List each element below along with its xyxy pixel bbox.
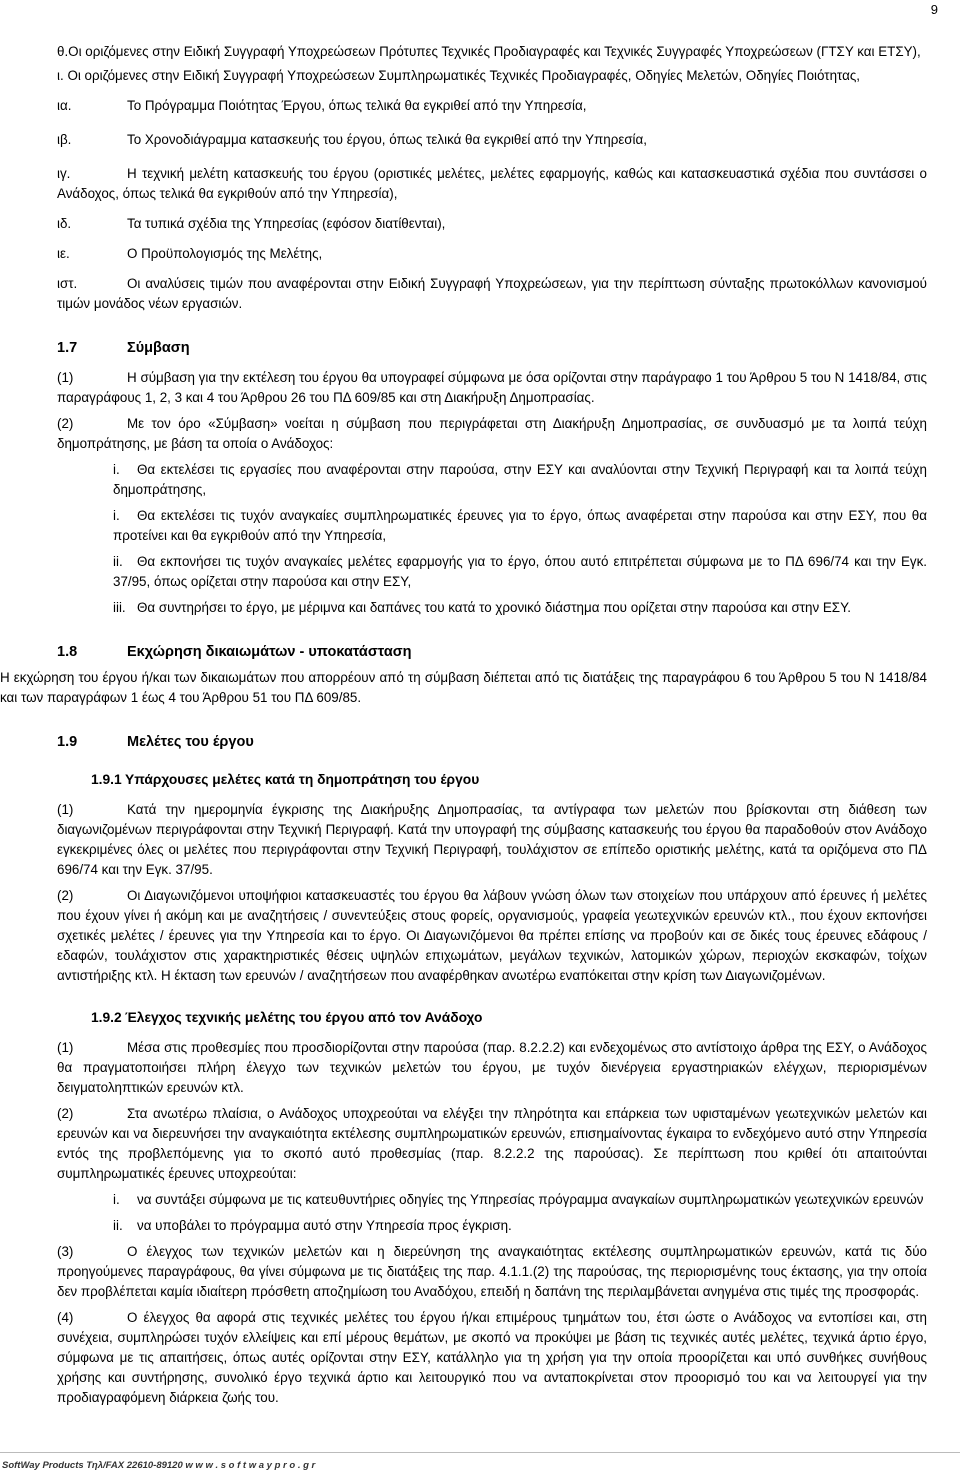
paragraph bbox=[57, 1242, 927, 1302]
section-heading bbox=[57, 732, 927, 752]
section-1-7 bbox=[57, 338, 927, 618]
sub-item-number: ii. bbox=[113, 554, 123, 569]
subsection-title: Υπάρχουσες μελέτες κατά τη δημοπράτηση του έργου bbox=[125, 772, 480, 787]
subsection-heading bbox=[57, 1008, 927, 1028]
list-text: Ο Προϋπολογισμός της Μελέτης, bbox=[127, 246, 323, 261]
section-heading bbox=[57, 642, 927, 662]
sub-item bbox=[57, 506, 927, 546]
footer-divider bbox=[0, 1452, 960, 1453]
subsection-number: 1.9.1 bbox=[91, 772, 122, 787]
sub-item-number: iii. bbox=[113, 600, 126, 615]
paragraph-text: Οι Διαγωνιζόμενοι υποψήφιοι κατασκευαστές του έργου θα λάβουν γνώση όλων των στοιχείων που υπάρχουν από έρευνες ή μελέτες που έχουν γίνει ή ακόμη και με αναζητήσεις / συνεντεύξεις στους φορείς, οργανισμούς, γραφεία γεωτεχνικών ερευνών κτλ., που έχουν εκπονήσει σχετικές μελέτες / έρευνες για την Υπηρεσία και το έργο. Οι Διαγωνιζόμενοι θα πρέπει επίσης να προβούν και σε δικές τους έρευνες εδάφους / εδαφών, τουλάχιστον στις χαρακτηριστικές θέσεις υψηλών επιχωμάτων, μεγάλων τεχνικών, λατομικών χώρων, περιοχών εκσκαφών, τοίχων αντιστήριξης κτλ. Η έκταση των ερευνών / αναζητήσεων που αναφέρθηκαν ανωτέρω εναπόκειται στην κρίση των Διαγωνιζομένων. bbox=[57, 888, 927, 983]
subsection-title: Έλεγχος τεχνικής μελέτης του έργου από τον Ανάδοχο bbox=[125, 1010, 483, 1025]
paragraph bbox=[57, 1308, 927, 1408]
sub-item-text: Θα εκπονήσει τις τυχόν αναγκαίες μελέτες εφαρμογής για το έργο, όπου αυτό επιτρέπεται σύμφωνα με το ΠΔ 696/74 και την Εγκ. 37/95, όπως ορίζεται στην παρούσα και στην ΕΣΥ, bbox=[113, 554, 927, 589]
sub-item bbox=[57, 460, 927, 500]
paragraph bbox=[57, 886, 927, 986]
paragraph-text: Η σύμβαση για την εκτέλεση του έργου θα υπογραφεί σύμφωνα με όσα ορίζονται στην παράγραφο 1 του Άρθρου 5 του Ν 1418/84, στις παραγράφους 1, 2, 3 και 4 του Άρθρου 26 του ΠΔ 609/85 και στη Διακήρυξη Δημοπρασίας. bbox=[57, 370, 927, 405]
list-label: ιστ. bbox=[57, 276, 78, 291]
list-text: Το Πρόγραμμα Ποιότητας Έργου, όπως τελικά θα εγκριθεί από την Υπηρεσία, bbox=[127, 98, 587, 113]
section-1-9 bbox=[57, 732, 927, 1408]
section-title: Εκχώρηση δικαιωμάτων - υποκατάσταση bbox=[127, 644, 412, 660]
list-item-theta bbox=[57, 42, 927, 62]
sub-item bbox=[57, 1190, 927, 1210]
paragraph-number: (1) bbox=[57, 802, 74, 817]
paragraph bbox=[0, 668, 927, 708]
section-heading bbox=[57, 338, 927, 358]
list-item-ib bbox=[57, 130, 927, 150]
sub-item-number: ii. bbox=[113, 1218, 123, 1233]
list-label: ιβ. bbox=[57, 132, 72, 147]
list-label: θ. bbox=[57, 44, 69, 59]
list-label: ι. bbox=[57, 68, 64, 83]
list-text: Τα τυπικά σχέδια της Υπηρεσίας (εφόσον διατίθενται), bbox=[127, 216, 446, 231]
sub-item-text: Θα εκτελέσει τις τυχόν αναγκαίες συμπληρωματικές έρευνες για το έργο, όπως αναφέρεται στην παρούσα και στην ΕΣΥ, που θα προτείνει και θα εγκριθούν από την Υπηρεσία, bbox=[113, 508, 927, 543]
paragraph bbox=[57, 1104, 927, 1184]
paragraph-number: (2) bbox=[57, 1106, 74, 1121]
footer-text: SoftWay Products Τηλ/FAX 22610-89120 w w w . s o f t w a y p r o . g r bbox=[2, 1460, 316, 1471]
list-item-ie bbox=[57, 244, 927, 264]
section-title: Μελέτες του έργου bbox=[127, 734, 254, 750]
list-item-ia bbox=[57, 96, 927, 116]
sub-item-number: i. bbox=[113, 462, 120, 477]
paragraph bbox=[57, 414, 927, 454]
paragraph-number: (1) bbox=[57, 370, 74, 385]
paragraph bbox=[57, 368, 927, 408]
paragraph-number: (4) bbox=[57, 1310, 74, 1325]
section-1-8 bbox=[0, 642, 927, 708]
paragraph bbox=[57, 1038, 927, 1098]
paragraph-text: Στα ανωτέρω πλαίσια, ο Ανάδοχος υποχρεούται να ελέγξει την πληρότητα και επάρκεια των υφισταμένων γεωτεχνικών μελετών και ερευνών και να διερευνήσει την αναγκαιότητα εκτέλεσης συμπληρωματικών ερευνών, επισημαίνοντας έγκαιρα το ενδεχόμενο αυτό στην Υπηρεσία εντός της προβλεπόμενης για το σκοπό αυτό προθεσμίας (παρ. 8.2.2.2 της παρούσας). Σε περίπτωση που κριθεί ότι απαιτούνται συμπληρωματικές έρευνες υποχρεούται: bbox=[57, 1106, 927, 1181]
paragraph-text: Ο έλεγχος θα αφορά στις τεχνικές μελέτες του έργου ή/και επιμέρους τμημάτων του, έτσι ώστε ο Ανάδοχος να εντοπίσει και, στη συνέχεια, συμπληρώσει τυχόν ελλείψεις και επί μέρους θεμάτων, με σκοπό να προκύψει με βάση τις τεχνικές αυτές μελέτες, τεχνικά άρτιο έργο, σύμφωνα με τις απαιτήσεις, όπως αυτές ορίζονται στην ΕΣΥ, κατάλληλο για τη χρήση για την οποία προορίζεται και υπό συνθήκες συνήθους χρήσης και συντήρησης, συνολικό έργο τεχνικά άρτιο και λειτουργικό που να ανταποκρίνεται στον προορισμό του και να λειτουργεί για την προδιαγραφόμενη διάρκεια ζωής του. bbox=[57, 1310, 927, 1405]
paragraph-text: Η εκχώρηση του έργου ή/και των δικαιωμάτων που απορρέουν από τη σύμβαση διέπεται από τις διατάξεις της παραγράφου 6 του Άρθρου 5 του Ν 1418/84 και των παραγράφων 1 έως 4 του Άρθρου 51 του ΠΔ 609/85. bbox=[0, 670, 927, 705]
paragraph-text: Μέσα στις προθεσμίες που προσδιορίζονται στην παρούσα (παρ. 8.2.2.2) και ενδεχομένως στο αντίστοιχο άρθρα της ΕΣΥ, ο Ανάδοχος θα πραγματοποιήσει πλήρη έλεγχο των τεχνικών μελετών του έργου, με τυχόν διενέργεια εργαστηριακών ελέγχων, περιορισμένων δειγματοληπτικών ερευνών κτλ. bbox=[57, 1040, 927, 1095]
list-label: ια. bbox=[57, 98, 72, 113]
paragraph-text: Με τον όρο «Σύμβαση» νοείται η σύμβαση που περιγράφεται στη Διακήρυξη Δημοπρασίας, σε συνδυασμό με τα λοιπά τεύχη δημοπράτησης, με βάση τα οποία ο Ανάδοχος: bbox=[57, 416, 927, 451]
sub-item-text: να υποβάλει το πρόγραμμα αυτό στην Υπηρεσία προς έγκριση. bbox=[137, 1218, 512, 1233]
list-text: Η τεχνική μελέτη κατασκευής του έργου (οριστικές μελέτες, μελέτες εφαρμογής, καθώς και κατασκευαστικά σχέδια που συντάσσει ο Ανάδοχος, όπως τελικά θα εγκριθούν από την Υπηρεσία), bbox=[57, 166, 927, 201]
list-label: ιγ. bbox=[57, 166, 71, 181]
sub-item bbox=[57, 1216, 927, 1236]
subsection-number: 1.9.2 bbox=[91, 1010, 122, 1025]
list-label: ιε. bbox=[57, 246, 70, 261]
continued-list bbox=[57, 0, 927, 314]
paragraph bbox=[57, 800, 927, 880]
list-text: Οι αναλύσεις τιμών που αναφέρονται στην Ειδική Συγγραφή Υποχρεώσεων, για την περίπτωση σύνταξης πρωτοκόλλων κανονισμού τιμών μονάδος νέων εργασιών. bbox=[57, 276, 927, 311]
section-title: Σύμβαση bbox=[127, 340, 190, 356]
list-item-ist bbox=[57, 274, 927, 314]
section-number: 1.9 bbox=[57, 734, 78, 750]
sub-item-text: να συντάξει σύμφωνα με τις κατευθυντήριες οδηγίες της Υπηρεσίας πρόγραμμα αναγκαίων συμπληρωματικών γεωτεχνικών ερευνών bbox=[137, 1192, 924, 1207]
list-text: Οι οριζόμενες στην Ειδική Συγγραφή Υποχρεώσεων Συμπληρωματικές Τεχνικές Προδιαγραφές, Οδηγίες Μελετών, Οδηγίες Ποιότητας, bbox=[67, 68, 861, 83]
list-label: ιδ. bbox=[57, 216, 72, 231]
section-number: 1.7 bbox=[57, 340, 78, 356]
paragraph-number: (2) bbox=[57, 416, 74, 431]
sub-item-text: Θα συντηρήσει το έργο, με μέριμνα και δαπάνες του κατά το χρονικό διάστημα που ορίζεται στην παρούσα και στην ΕΣΥ. bbox=[137, 600, 852, 615]
list-item-iota bbox=[57, 66, 927, 86]
sub-item-number: i. bbox=[113, 508, 120, 523]
sub-item-text: Θα εκτελέσει τις εργασίες που αναφέρονται στην παρούσα, στην ΕΣΥ και αναλύονται στην Τεχνική Περιγραφή και τα λοιπά τεύχη δημοπράτησης, bbox=[113, 462, 927, 497]
paragraph-number: (1) bbox=[57, 1040, 74, 1055]
paragraph-text: Ο έλεγχος των τεχνικών μελετών και η διερεύνηση της αναγκαιότητας εκτέλεσης συμπληρωματικών ερευνών, κατά τις δύο προηγούμενες παραγράφους, θα γίνει σύμφωνα με τις διατάξεις της παρ. 4.1.1.(2) της παρούσας, της περιορισμένης τους έκτασης, για την οποία δεν προβλέπεται καμία ιδιαίτερη πρόσθετη αποζημίωση του Αναδόχου, επειδή η δαπάνη της περιλαμβάνεται ανηγμένα στις τιμές της προσφοράς. bbox=[57, 1244, 927, 1299]
list-text: Οι οριζόμενες στην Ειδική Συγγραφή Υποχρεώσεων Πρότυπες Τεχνικές Προδιαγραφές και Τεχνικές Συγγραφές Υποχρεώσεων (ΓΤΣΥ και ΕΤΣΥ), bbox=[68, 44, 921, 59]
subsection-heading bbox=[57, 770, 927, 790]
list-text: Το Χρονοδιάγραμμα κατασκευής του έργου, όπως τελικά θα εγκριθεί από την Υπηρεσία, bbox=[127, 132, 647, 147]
paragraph-number: (2) bbox=[57, 888, 74, 903]
list-item-ig bbox=[57, 164, 927, 204]
sub-item bbox=[57, 552, 927, 592]
sub-item bbox=[57, 598, 927, 618]
paragraph-number: (3) bbox=[57, 1244, 74, 1259]
page-number: 9 bbox=[930, 2, 938, 17]
paragraph-text: Κατά την ημερομηνία έγκρισης της Διακήρυξης Δημοπρασίας, τα αντίγραφα των μελετών που βρίσκονται στη διάθεση των διαγωνιζομένων περιγράφονται στην Τεχνική Περιγραφή. Κατά την υπογραφή της σύμβασης κατασκευής του έργου θα παραδοθούν στον Ανάδοχο εγκεκριμένες όλες οι μελέτες που περιγράφονται στην Τεχνική Περιγραφή, τουλάχιστον σε επίπεδο οριστικής μελέτης, κατά τα οριζόμενα στο ΠΔ 696/74 και την Εγκ. 37/95. bbox=[57, 802, 927, 877]
list-item-id bbox=[57, 214, 927, 234]
section-number: 1.8 bbox=[57, 644, 78, 660]
sub-item-number: i. bbox=[113, 1192, 120, 1207]
